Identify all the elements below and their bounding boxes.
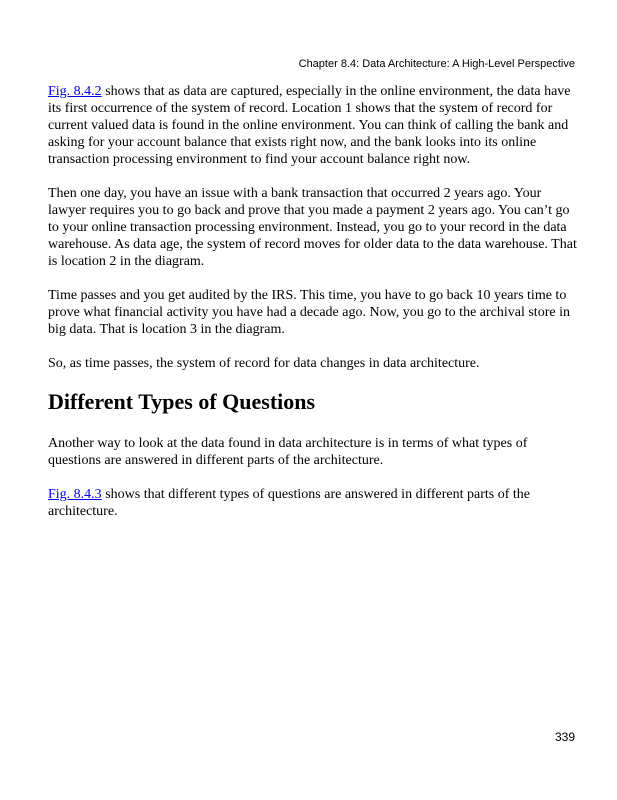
paragraph-2-text: Then one day, you have an issue with a bank transaction that occurred 2 years ago. Your lawyer requires you to go back and prove that you made a payment 2 years ago. You can’t go to your online transaction processing environment. Instead, you go to your record in the data warehouse. As data age, the system of record moves for older data to the data warehouse. That is location 2 in the diagram. xyxy=(48,186,577,269)
paragraph-4-text: So, as time passes, the system of record for data changes in data architecture. xyxy=(48,356,480,371)
paragraph-3 xyxy=(48,287,579,338)
section-paragraph-1-text: Another way to look at the data found in data architecture is in terms of what types of questions are answered in different parts of the architecture. xyxy=(48,436,528,468)
section-heading: Different Types of Questions xyxy=(48,389,316,414)
section-paragraph-1 xyxy=(48,435,579,469)
figure-link-8-4-3[interactable]: Fig. 8.4.3 xyxy=(48,487,102,502)
paragraph-1 xyxy=(48,83,579,168)
figure-link-8-4-2[interactable]: Fig. 8.4.2 xyxy=(48,84,102,99)
section-paragraph-2 xyxy=(48,486,579,520)
paragraph-2 xyxy=(48,185,579,270)
body-text xyxy=(48,83,579,537)
paragraph-1-text: shows that as data are captured, especially in the online environment, the data have its first occurrence of the system of record. Location 1 shows that the system of record for current valued data is found in the online environment. You can think of calling the bank and asking for your account balance that exists right now, and the bank looks into its online transaction processing environment to find your account balance right now. xyxy=(48,84,571,167)
section-paragraph-2-text: shows that different types of questions are answered in different parts of the architecture. xyxy=(48,487,530,519)
paragraph-4 xyxy=(48,355,579,372)
page-number: 339 xyxy=(554,730,575,744)
running-header: Chapter 8.4: Data Architecture: A High-Level Perspective xyxy=(298,58,575,70)
paragraph-3-text: Time passes and you get audited by the IRS. This time, you have to go back 10 years time to prove what financial activity you have had a decade ago. Now, you go to the archival store in big data. That is location 3 in the diagram. xyxy=(48,288,570,337)
